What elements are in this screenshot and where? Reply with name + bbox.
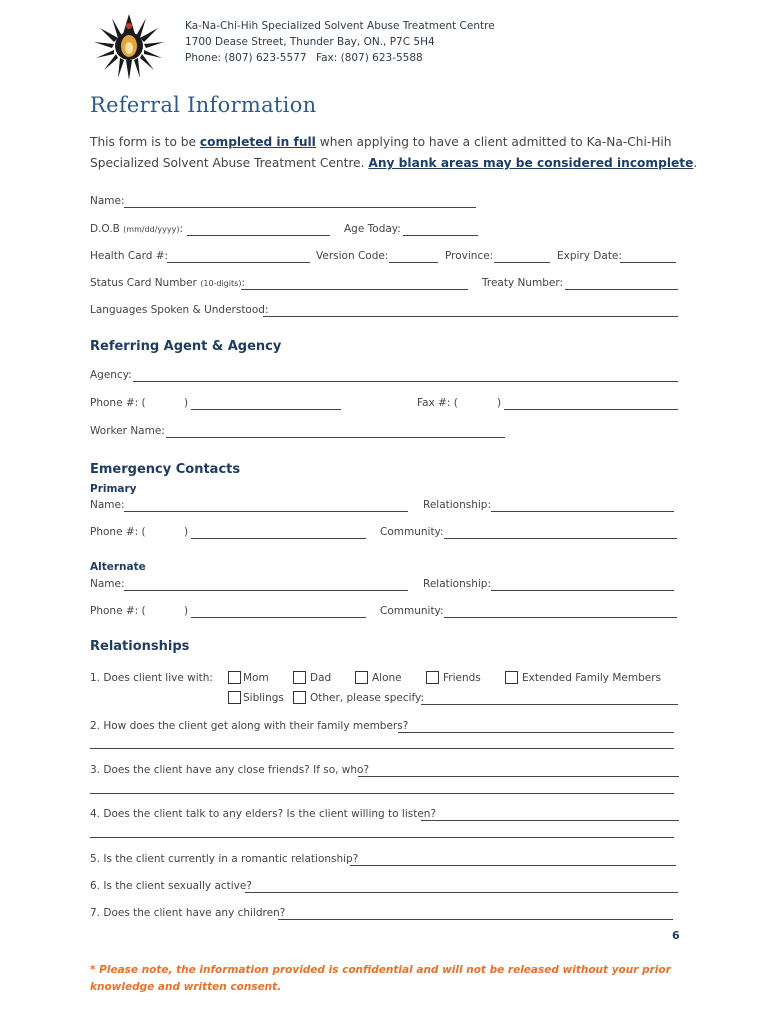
checkbox-alone[interactable] [355, 671, 368, 684]
checkbox-dad[interactable] [293, 671, 306, 684]
primary-subheading: Primary [90, 483, 137, 495]
languages-field[interactable] [263, 316, 678, 317]
option-mom-label: Mom [243, 672, 269, 684]
checkbox-friends[interactable] [426, 671, 439, 684]
question-4: 4. Does the client talk to any elders? Is the client willing to listen? [90, 808, 437, 820]
dob-format: (mm/dd/yyyy) [123, 225, 180, 234]
name-label: Name: [90, 195, 125, 207]
status-card-text: Status Card Number [90, 277, 197, 289]
primary-relationship-label: Relationship: [423, 499, 491, 511]
checkbox-extended-family[interactable] [505, 671, 518, 684]
option-alone-label: Alone [372, 672, 402, 684]
question-2-field[interactable] [398, 732, 674, 733]
org-fax: Fax: (807) 623-5588 [316, 52, 423, 64]
alternate-relationship-field[interactable] [491, 590, 674, 591]
section-heading-emergency: Emergency Contacts [90, 462, 241, 477]
languages-label: Languages Spoken & Understood: [90, 304, 269, 316]
question-3: 3. Does the client have any close friends? If so, who? [90, 764, 370, 776]
question-3-field[interactable] [358, 776, 679, 777]
checkbox-siblings[interactable] [228, 691, 241, 704]
option-extended-label: Extended Family Members [522, 672, 661, 684]
intro-text: Specialized Solvent Abuse Treatment Centre. [90, 156, 369, 170]
intro-emphasis: Any blank areas may be considered incomplete [368, 156, 694, 170]
checkbox-mom[interactable] [228, 671, 241, 684]
province-label: Province: [445, 250, 494, 262]
alternate-name-label: Name: [90, 578, 125, 590]
question-1: 1. Does client live with: [90, 672, 213, 684]
dob-text: D.O.B [90, 223, 120, 235]
alternate-relationship-label: Relationship: [423, 578, 491, 590]
agent-phone-label: Phone #: ( [90, 397, 146, 409]
other-specify-field[interactable] [421, 704, 678, 705]
dob-label [90, 223, 183, 235]
agent-fax-paren: ) [497, 397, 502, 409]
question-4-field[interactable] [421, 820, 679, 821]
section-heading-referring-agent: Referring Agent & Agency [90, 339, 282, 354]
dob-field[interactable] [187, 235, 330, 236]
question-3-field-continued[interactable] [90, 793, 674, 794]
question-6: 6. Is the client sexually active? [90, 880, 252, 892]
alternate-name-field[interactable] [124, 590, 408, 591]
primary-phone-label: Phone #: ( [90, 526, 146, 538]
option-siblings-label: Siblings [243, 692, 284, 704]
status-card-label [90, 277, 245, 289]
intro-emphasis: completed in full [199, 135, 316, 149]
health-card-field[interactable] [167, 262, 310, 263]
treaty-field[interactable] [565, 289, 678, 290]
agent-phone-field[interactable] [191, 409, 341, 410]
primary-name-label: Name: [90, 499, 125, 511]
alternate-phone-paren: ) [184, 605, 189, 617]
confidentiality-note: * Please note, the information provided is confidential and will not be released without your prior knowledge and written consent. [90, 964, 671, 993]
option-friends-label: Friends [443, 672, 481, 684]
health-card-label: Health Card #: [90, 250, 169, 262]
intro-text: when applying to have a client admitted to Ka-Na-Chi-Hih [315, 135, 672, 149]
question-2-field-continued[interactable] [90, 748, 674, 749]
age-label: Age Today: [344, 223, 401, 235]
question-5: 5. Is the client currently in a romantic relationship? [90, 853, 359, 865]
agent-phone-paren: ) [184, 397, 189, 409]
page-number: 6 [672, 929, 680, 942]
question-4-field-continued[interactable] [90, 837, 674, 838]
alternate-phone-field[interactable] [191, 617, 366, 618]
alternate-community-field[interactable] [444, 617, 677, 618]
status-card-field[interactable] [241, 289, 468, 290]
question-7: 7. Does the client have any children? [90, 907, 286, 919]
intro-text: . [693, 156, 698, 170]
intro-paragraph [90, 132, 697, 174]
checkbox-other[interactable] [293, 691, 306, 704]
question-2: 2. How does the client get along with their family members? [90, 720, 409, 732]
primary-relationship-field[interactable] [491, 511, 674, 512]
version-code-label: Version Code: [316, 250, 389, 262]
agency-field[interactable] [133, 381, 678, 382]
dob-colon: : [179, 223, 184, 235]
question-6-field[interactable] [245, 892, 678, 893]
org-phone: Phone: (807) 623-5577 [185, 52, 307, 64]
alternate-community-label: Community: [380, 605, 444, 617]
status-colon: : [241, 277, 245, 289]
primary-community-field[interactable] [444, 538, 677, 539]
option-other-label: Other, please specify: [310, 692, 425, 704]
agent-fax-field[interactable] [504, 409, 678, 410]
question-5-field[interactable] [350, 865, 676, 866]
age-field[interactable] [403, 235, 478, 236]
expiry-label: Expiry Date: [557, 250, 622, 262]
expiry-field[interactable] [620, 262, 676, 263]
province-field[interactable] [494, 262, 550, 263]
primary-name-field[interactable] [124, 511, 408, 512]
name-field[interactable] [124, 207, 476, 208]
status-digits: (10-digits) [200, 279, 242, 288]
alternate-phone-label: Phone #: ( [90, 605, 146, 617]
question-7-field[interactable] [278, 919, 673, 920]
intro-text: This form is to be [90, 135, 200, 149]
worker-field[interactable] [166, 437, 505, 438]
option-dad-label: Dad [310, 672, 332, 684]
organization-logo [92, 8, 166, 80]
section-heading-relationships: Relationships [90, 639, 190, 654]
primary-community-label: Community: [380, 526, 444, 538]
primary-phone-paren: ) [184, 526, 189, 538]
primary-phone-field[interactable] [191, 538, 366, 539]
alternate-subheading: Alternate [90, 561, 146, 573]
version-code-field[interactable] [389, 262, 438, 263]
worker-label: Worker Name: [90, 425, 165, 437]
agency-label: Agency: [90, 369, 132, 381]
agent-fax-label: Fax #: ( [417, 397, 458, 409]
org-address: 1700 Dease Street, Thunder Bay, ON., P7C 5H4 [185, 36, 435, 48]
treaty-label: Treaty Number: [482, 277, 564, 289]
page-title: Referral Information [90, 93, 317, 117]
org-name: Ka-Na-Chi-Hih Specialized Solvent Abuse Treatment Centre [185, 20, 495, 32]
